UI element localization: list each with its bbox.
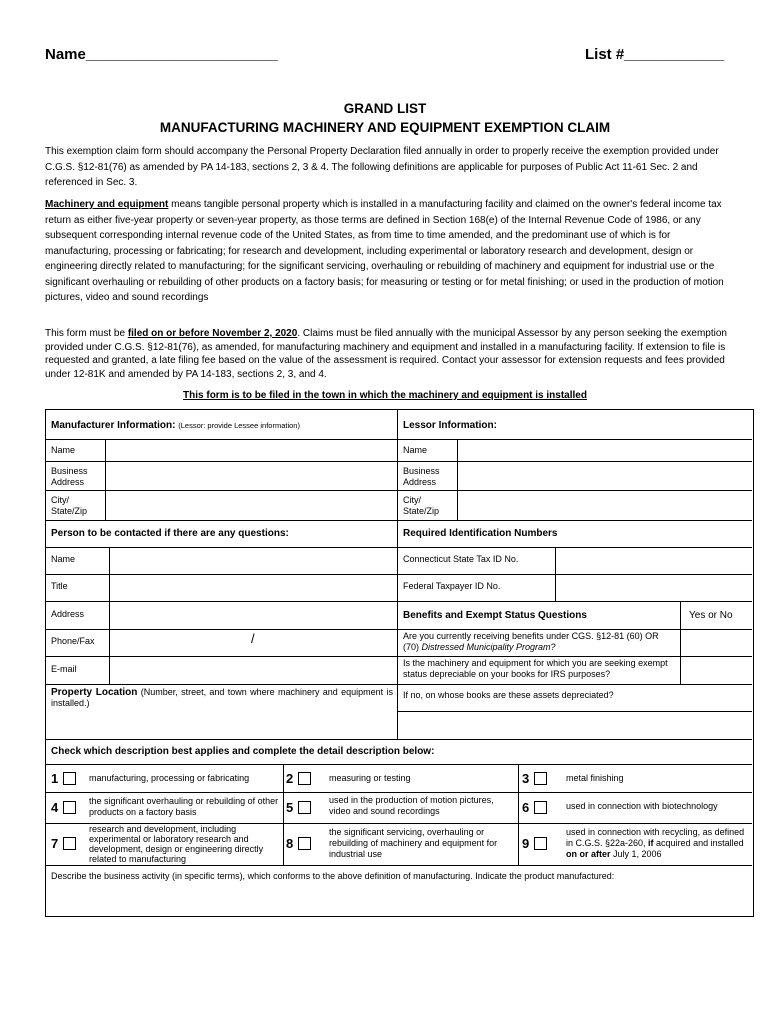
- option-2-text: measuring or testing: [329, 773, 411, 783]
- definition-text: means tangible personal property which is installed in a manufacturing facility and claimed on the owner's federal income tax return as either five-year property or seven-year property, as those terms are defined in Section 168(e) of the Internal Revenue Code of 1986, or any subsequent corresponding internal revenue code of the United States, as from time to time amended, and the predominant use of which is for manufacturing, processing or fabricating; for research and development, including experimental or laboratory research and development, design or engineering directly related to manufacturing; for the significant servicing, overhauling or rebuilding of machinery and equipment for industrial use or the significant overhauling or rebuilding of other products on a factory basis; for measuring or testing or for metal finishing; or used in the production of motion pictures, video and sound recordings: [45, 199, 724, 303]
- fed-tax-id-label: Federal Taxpayer ID No.: [403, 581, 501, 591]
- intro-paragraph: This exemption claim form should accompany the Personal Property Declaration filed annually in order to properly receive the exemption provided under C.G.S. §12-81(76) as amended by PA 14-183, sections 2, 3 & 4. The following definitions are applicable for purposes of Public Act 11-61 Sec. 2 and referenced in Sec. 3.: [45, 146, 719, 188]
- option-1-checkbox[interactable]: [63, 772, 76, 785]
- option-2-number: 2: [286, 771, 294, 786]
- filing-post: . Claims must be filed annually with the municipal Assessor by any person seeking the exemption provided under C.G.S. §12-81(76), as amended, for manufacturing machinery and equipment and installed in a manufacturing facility. If extension to file is requested and granted, a late filing fee based on the value of the assessment is required. Contact your assessor for extension requests and fees provided under 12-81K and amended by PA 14-183, sections 2, 3, and 4.: [45, 328, 727, 380]
- yes-no-heading: Yes or No: [689, 610, 733, 621]
- option-9-number: 9: [522, 836, 530, 851]
- describe-activity-label: Describe the business activity (in specific terms), which conforms to the above definition of manufacturing. Indicate the product manufactured:: [51, 871, 615, 881]
- option-8-text: the significant servicing, overhauling or rebuilding of machinery and equipment for industrial use: [329, 827, 498, 859]
- option-9-checkbox[interactable]: [534, 837, 547, 850]
- contact-name-label: Name: [51, 554, 76, 564]
- benefits-heading: Benefits and Exempt Status Questions: [403, 610, 587, 621]
- benefits-question-1-text: Are you currently receiving benefits under CGS. §12-81 (60) OR (70): [403, 631, 659, 652]
- contact-phone-label: Phone/Fax: [51, 636, 95, 646]
- title-exemption-claim: MANUFACTURING MACHINERY AND EQUIPMENT EXEMPTION CLAIM: [159, 120, 611, 135]
- manufacturer-note: (Lessor: provide Lessee information): [178, 421, 300, 430]
- property-location-note: (Number, street, and town where machinery and equipment is installed.): [51, 687, 393, 708]
- option-9-text-a: used in connection with recycling, as defined in C.G.S. §22a-260,: [566, 827, 745, 848]
- option-9-if: if: [648, 838, 654, 848]
- option-5-number: 5: [286, 800, 294, 815]
- check-heading: Check which description best applies and complete the detail description below:: [51, 746, 435, 757]
- option-2-checkbox[interactable]: [298, 772, 311, 785]
- option-6-checkbox[interactable]: [534, 801, 547, 814]
- town-note: This form is to be filed in the town in which the machinery and equipment is installed: [183, 390, 587, 401]
- ids-heading: Required Identification Numbers: [403, 528, 558, 539]
- title-grand-list: GRAND LIST: [343, 101, 427, 116]
- manufacturer-heading: [51, 420, 300, 431]
- manufacturer-business-address-label: Business Address: [51, 466, 88, 487]
- option-9-text-b: acquired and installed: [653, 838, 744, 848]
- option-3-text: metal finishing: [566, 773, 624, 783]
- option-4-number: 4: [51, 800, 59, 815]
- option-1-number: 1: [51, 771, 59, 786]
- option-7-number: 7: [51, 836, 59, 851]
- lessor-city-label: City/ State/Zip: [403, 495, 440, 516]
- lessor-name-field[interactable]: [458, 441, 750, 459]
- manufacturer-name-field[interactable]: [106, 441, 396, 459]
- filing-paragraph: [45, 327, 728, 381]
- option-3-checkbox[interactable]: [534, 772, 547, 785]
- lessor-business-address-label: Business Address: [403, 466, 440, 487]
- name-label: Name_______________________: [45, 46, 278, 63]
- option-7-text: research and development, including experimental or laboratory research and development, design or engineering directly related to manufacturing: [89, 824, 264, 864]
- claim-form-table: [45, 409, 754, 917]
- option-4-checkbox[interactable]: [63, 801, 76, 814]
- option-9-on-or-after: on or after: [566, 849, 611, 859]
- option-5-checkbox[interactable]: [298, 801, 311, 814]
- manufacturer-heading-text: Manufacturer Information:: [51, 420, 176, 431]
- list-number-label: List #____________: [585, 46, 725, 63]
- benefits-question-3: If no, on whose books are these assets depreciated?: [403, 690, 614, 700]
- definition-paragraph: [45, 197, 728, 306]
- describe-activity-field[interactable]: [51, 884, 746, 912]
- option-7-checkbox[interactable]: [63, 837, 76, 850]
- option-8-checkbox[interactable]: [298, 837, 311, 850]
- contact-email-label: E-mail: [51, 664, 77, 674]
- phone-fax-separator: /: [251, 631, 255, 646]
- ct-tax-id-label: Connecticut State Tax ID No.: [403, 554, 519, 564]
- option-8-number: 8: [286, 836, 294, 851]
- option-5-text: used in the production of motion pictures, video and sound recordings: [329, 795, 494, 816]
- option-9-text-c: July 1, 2006: [610, 849, 662, 859]
- manufacturer-city-label: City/ State/Zip: [51, 495, 88, 516]
- distressed-municipality-text: Distressed Municipality Program?: [421, 642, 556, 652]
- option-6-text: used in connection with biotechnology: [566, 801, 718, 811]
- filing-pre: This form must be: [45, 328, 128, 339]
- contact-heading: Person to be contacted if there are any questions:: [51, 528, 289, 539]
- manufacturer-name-label: Name: [51, 445, 76, 455]
- option-6-number: 6: [522, 800, 530, 815]
- filing-deadline: filed on or before November 2, 2020: [127, 328, 298, 339]
- benefits-question-2: Is the machinery and equipment for which you are seeking exempt status depreciable on your books for IRS purposes?: [403, 658, 668, 679]
- lessor-heading: Lessor Information:: [403, 420, 497, 431]
- property-location: [51, 687, 393, 709]
- definition-term: Machinery and equipment: [45, 199, 169, 210]
- lessor-name-label: Name: [403, 445, 428, 455]
- option-1-text: manufacturing, processing or fabricating: [89, 773, 250, 783]
- contact-title-label: Title: [51, 581, 68, 591]
- option-4-text: the significant overhauling or rebuilding of other products on a factory basis: [89, 796, 279, 817]
- benefits-question-1: [403, 631, 675, 653]
- property-location-heading: Property Location: [51, 687, 138, 698]
- option-9-text: [566, 827, 751, 860]
- contact-address-label: Address: [51, 609, 85, 619]
- option-3-number: 3: [522, 771, 530, 786]
